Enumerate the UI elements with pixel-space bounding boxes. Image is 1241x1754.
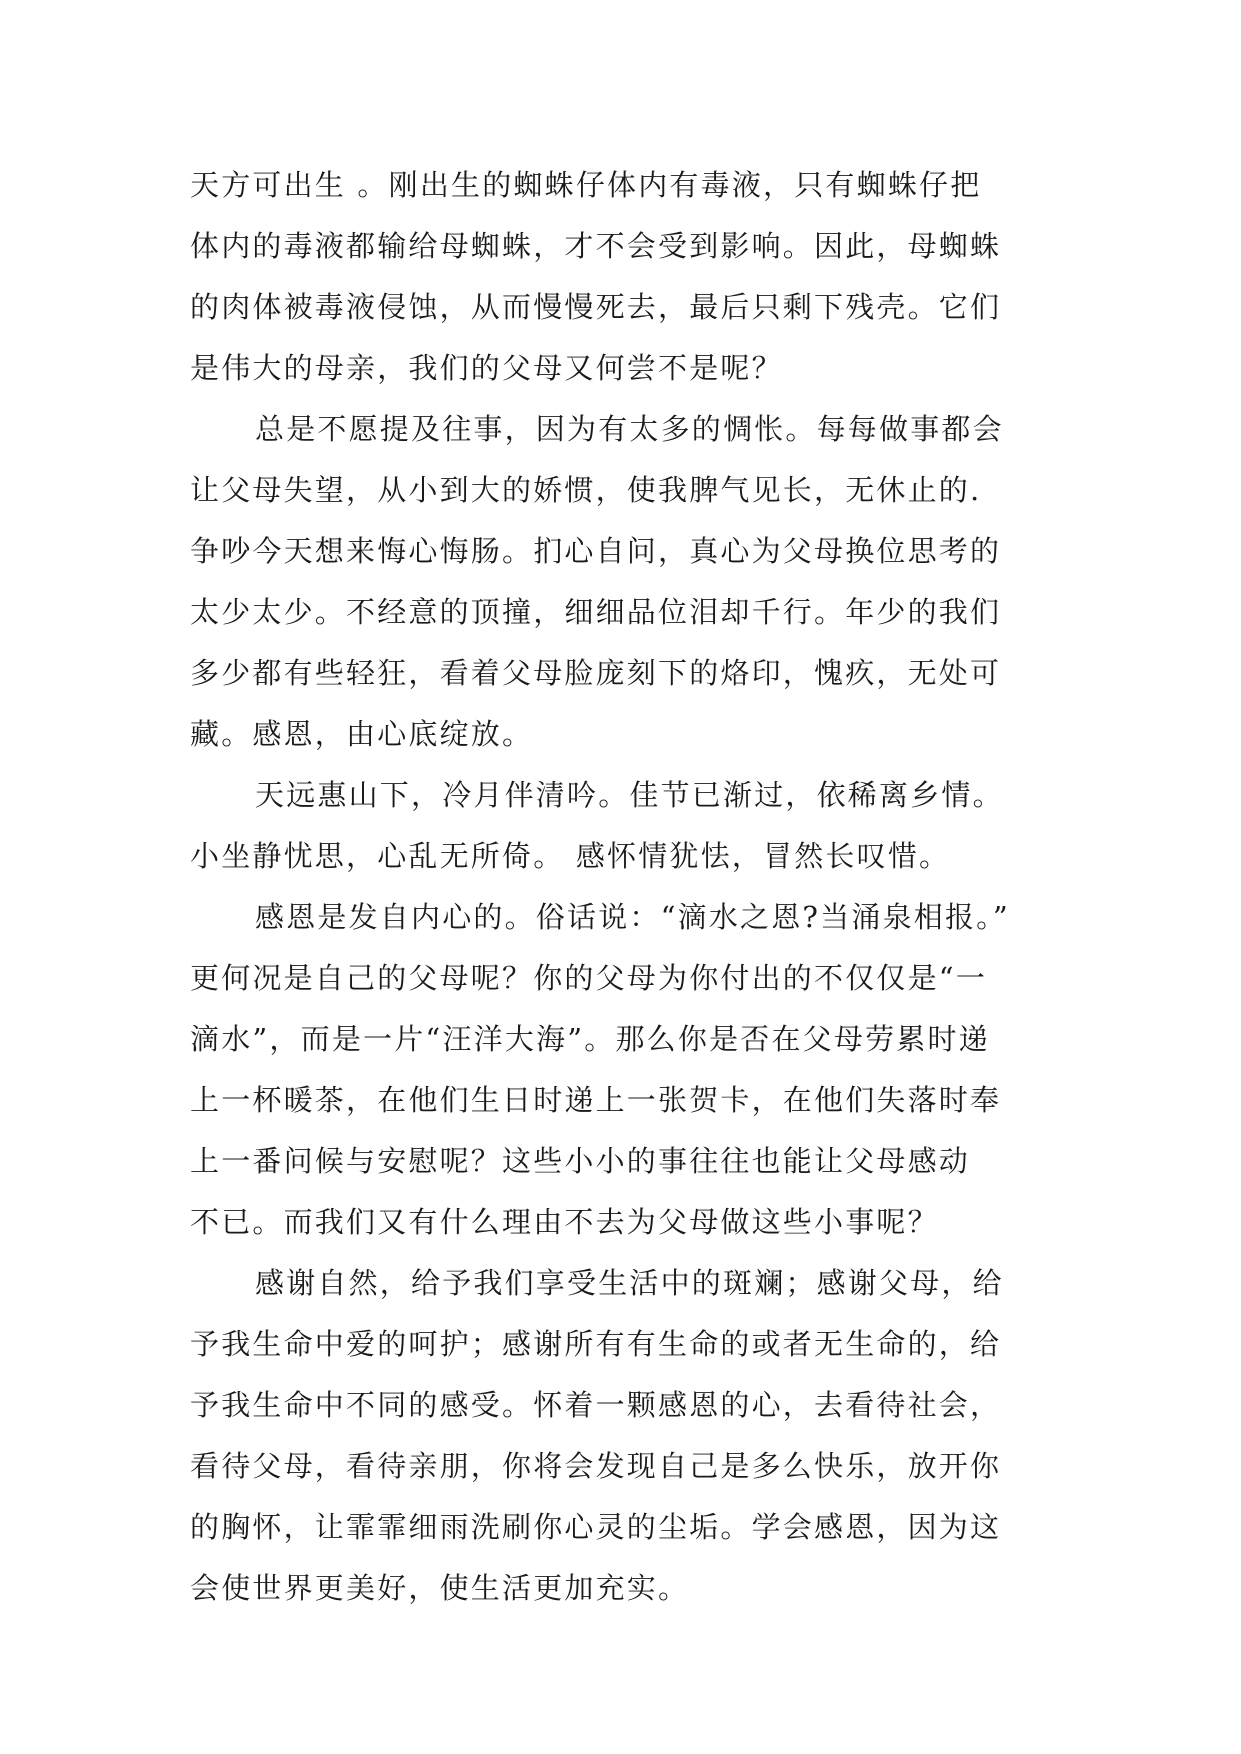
- paragraph-first-line: 总是不愿提及往事，因为有太多的惆怅。每每做事都会: [255, 412, 1004, 446]
- text-line: 上一杯暖茶，在他们生日时递上一张贺卡，在他们失落时奉: [190, 1083, 1002, 1117]
- text-line: 予我生命中不同的感受。怀着一颗感恩的心，去看待社会，: [190, 1388, 1002, 1422]
- text-line: 藏。感恩，由心底绽放。: [190, 717, 534, 751]
- text-line: 予我生命中爱的呵护；感谢所有有生命的或者无生命的，给: [190, 1327, 1002, 1361]
- document-body: [190, 155, 1060, 1619]
- text-line: 滴水”，而是一片“汪洋大海”。那么你是否在父母劳累时递: [190, 1022, 990, 1056]
- text-line: 天方可出生 。刚出生的蜘蛛仔体内有毒液，只有蜘蛛仔把: [190, 168, 982, 202]
- text-line: 的胸怀，让霏霏细雨洗刷你心灵的尘垢。学会感恩，因为这: [190, 1510, 1002, 1544]
- text-line: 太少太少。不经意的顶撞，细细品位泪却千行。年少的我们: [190, 595, 1002, 629]
- paragraph-first-line: 天远惠山下，冷月伴清吟。佳节已渐过，依稀离乡情。: [255, 778, 1004, 812]
- text-line: 让父母失望，从小到大的娇惯，使我脾气见长，无休止的.: [190, 473, 982, 507]
- text-line: 争吵今天想来悔心悔肠。扪心自问，真心为父母换位思考的: [190, 534, 1002, 568]
- text-line: 的肉体被毒液侵蚀，从而慢慢死去，最后只剩下残壳。它们: [190, 290, 1002, 324]
- text-line: 小坐静忧思，心乱无所倚。 感怀情犹怯，冒然长叹惜。: [190, 839, 951, 873]
- text-line: 多少都有些轻狂，看着父母脸庞刻下的烙印，愧疚，无处可: [190, 656, 1002, 690]
- text-line: 看待父母，看待亲朋，你将会发现自己是多么快乐，放开你: [190, 1449, 1002, 1483]
- text-line: 上一番问候与安慰呢？这些小小的事往往也能让父母感动: [190, 1144, 971, 1178]
- paragraph-first-line: 感恩是发自内心的。俗话说：“滴水之恩?当涌泉相报。”: [255, 900, 1010, 934]
- paragraph-first-line: 感谢自然，给予我们享受生活中的斑斓；感谢父母，给: [255, 1266, 1004, 1300]
- text-line: 更何况是自己的父母呢？你的父母为你付出的不仅仅是“一: [190, 961, 988, 995]
- text-line: 会使世界更美好，使生活更加充实。: [190, 1571, 690, 1605]
- text-line: 不已。而我们又有什么理由不去为父母做这些小事呢？: [190, 1205, 939, 1239]
- text-line: 体内的毒液都输给母蜘蛛，才不会受到影响。因此，母蜘蛛: [190, 229, 1002, 263]
- text-line: 是伟大的母亲，我们的父母又何尝不是呢？: [190, 351, 783, 385]
